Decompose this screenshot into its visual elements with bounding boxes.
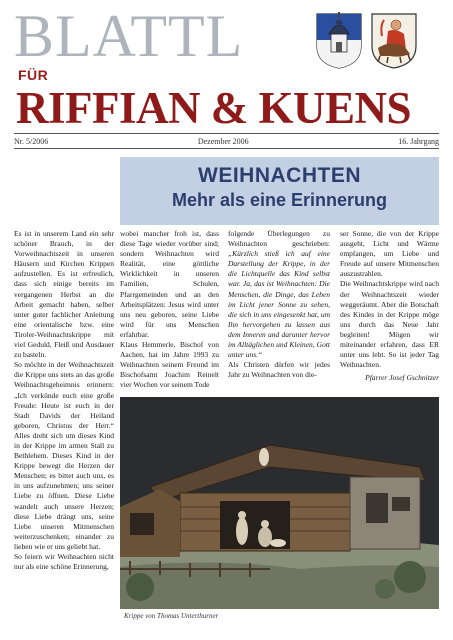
issue-number: Nr. 5/2006	[14, 137, 49, 146]
masthead-rule-bottom	[14, 148, 439, 149]
kuens-crest-icon	[370, 12, 418, 70]
article-paragraph: folgende Überlegungen zu Weihnachten geschrieben: „Kürzlich stieß ich auf eine Darstellung der Krippe, in der die Lichtquelle das Kind selbst war. Ja, das ist Weihnachten: Die Menschen, die Dinge, das Leben im Licht jener Sonne zu sehen, die sich in uns eingesenkt hat, um Ihn hervorgehen zu lassen aus dem Inneren und darunter hervor im Alltäglichen und Kleinen, Gott unter uns.“	[228, 229, 330, 360]
article-signature: Pfarrer Josef Gschnitzer	[365, 373, 439, 383]
article-column-2	[120, 229, 219, 391]
masthead-title: RIFFIAN & KUENS	[16, 83, 412, 133]
article-column-4	[340, 229, 439, 383]
article-paragraph: Es ist in unserem Land ein sehr schöner Brauch, in der Vorweihnachtszeit in unseren Häusern und Kirchen Krippen aufzustellen. Es ist erfreulich, dass sich einige bereits im vergangenen Herbst an die Arbeit gemacht haben, selber unter guter fachlicher Anleitung eine orientalische bzw. eine Tiroler-Weihnachtskrippe mit viel Geduld, Fleiß und Ausdauer zu basteln.	[14, 229, 114, 360]
photo-caption: Krippe von Thomas Unterthurner	[124, 612, 219, 620]
riffian-crest-icon	[315, 12, 363, 70]
nativity-scene-image	[120, 397, 439, 609]
article-column-3	[228, 229, 330, 395]
issue-date: Dezember 2006	[197, 137, 249, 146]
headline-subtitle: Mehr als eine Erinnerung	[171, 190, 388, 210]
crib-photo	[120, 397, 439, 609]
headline-title: WEIHNACHTEN	[198, 164, 361, 187]
article-paragraph: Klaus Hemmerle, Bischof von Aachen, hat im Jahre 1993 zu Weihnachten seinem Freund im Bischofsamt Joachim Reinelt vier Wochen vor seinem Tode	[120, 340, 219, 390]
article-column-1	[14, 229, 114, 572]
issue-bar	[14, 137, 439, 146]
article-paragraph: Die Weihnachtskrippe wird nach der Weihnachtszeit wieder weggeräumt. Aber die Botschaft des Kindes in der Krippe möge uns durch das Neue Jahr begleiten! Mögen wir miteinander erfahren, dass ER unter uns lebt. So ist jeder Tag Weihnachten.	[340, 279, 439, 370]
headline-box	[120, 157, 439, 225]
article-paragraph: ser Sonne, die von der Krippe ausgeht, Licht und Wärme empfangen, um Liebe und Freude auf unsere Mitmenschen auszustrahlen.	[340, 229, 439, 279]
article-paragraph: wobei mancher froh ist, dass diese Tage wieder vorüber sind; sondern Weihnachten wird Realität, eine göttliche Wirklichkeit in unseren Familien, Schulen, Pfarrgemeinden und an den Arbeitsplätzen: Jesus wird unter uns neu geboren, seine Liebe wird für uns Menschen erfahrbar.	[120, 229, 219, 339]
masthead-fuer: FÜR	[18, 67, 49, 83]
article-paragraph: So feiern wir Weihnachten nicht nur als eine schöne Erinnerung,	[14, 552, 114, 572]
issue-volume: 16. Jahrgang	[398, 137, 439, 146]
article-paragraph: Als Christen dürfen wir jedes Jahr zu Weihnachten von die-	[228, 360, 330, 380]
masthead-blattl: BLATTL	[14, 3, 244, 69]
masthead-rule-top	[14, 133, 439, 134]
article-paragraph: So möchte in der Weihnachtszeit die Krippe uns stets an das große Weihnachtsgeheimnis erinnern: „Ich verkünde euch eine große Freude: Heute ist euch in der Stadt Davids der Heiland geboren, Christus der Herr.“ Alles dreht sich um dieses Kind in der Krippe im armen Stall zu Bethlehem. Dieses Kind in der Krippe bewegt die Herzen der Menschen; es bittet auch uns, es in uns aufzunehmen; uns seiner Liebe zu öffnen. Diese Liebe wandelt auch unsere Herzen; diese Liebe drängt uns, seine Liebe unseren Mitmenschen weiterzuschenken; einander zu lieben wie er uns geliebt hat.	[14, 360, 114, 551]
